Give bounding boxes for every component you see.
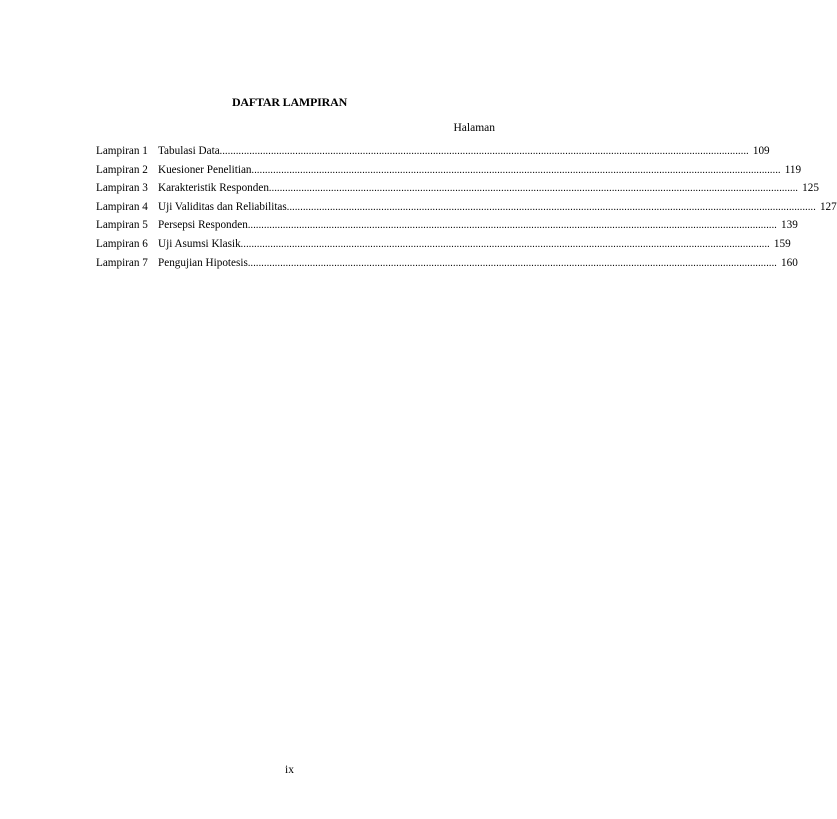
toc-entry-label: Lampiran 1 — [96, 145, 148, 157]
table-of-contents — [96, 145, 837, 275]
toc-entry-page: 109 — [752, 145, 770, 157]
toc-entry-title: Karakteristik Responden — [158, 182, 269, 195]
toc-entry-title: Pengujian Hipotesis — [158, 256, 248, 269]
page-number: ix — [285, 764, 294, 776]
toc-leader-dots: .................................................................................................................................................................................................... — [251, 164, 781, 176]
toc-entry-page: 125 — [802, 182, 819, 195]
toc-row — [96, 219, 798, 238]
page-title: DAFTAR LAMPIRAN — [231, 95, 348, 109]
toc-leader-dots: .................................................................................................................................................................................................... — [286, 201, 816, 213]
toc-entry-title: Uji Validitas dan Reliabilitas — [158, 200, 287, 213]
toc-entry-page: 127 — [819, 200, 837, 213]
toc-leader-dots: .................................................................................................................................................................................................... — [268, 183, 799, 195]
toc-entry-label: Lampiran 2 — [96, 163, 148, 176]
toc-row — [96, 163, 802, 183]
toc-entry-title: Persepsi Responden — [158, 219, 248, 232]
toc-row — [96, 182, 819, 201]
toc-leader-dots: .................................................................................................................................................................................................... — [219, 146, 749, 157]
toc-row — [96, 200, 837, 220]
toc-leader-dots: .................................................................................................................................................................................................... — [240, 238, 770, 250]
toc-leader-dots: .................................................................................................................................................................................................... — [247, 257, 778, 269]
toc-row — [96, 237, 791, 257]
toc-entry-title: Uji Asumsi Klasik — [158, 237, 241, 250]
toc-entry-label: Lampiran 4 — [96, 200, 148, 213]
toc-leader-dots: .................................................................................................................................................................................................... — [247, 220, 778, 232]
toc-entry-page: 139 — [781, 219, 798, 232]
toc-entry-label: Lampiran 5 — [96, 219, 148, 232]
toc-entry-title: Kuesioner Penelitian — [158, 163, 252, 176]
toc-entry-title: Tabulasi Data — [158, 145, 220, 157]
toc-row — [96, 256, 798, 276]
toc-entry-label: Lampiran 3 — [96, 182, 148, 195]
toc-entry-page: 160 — [781, 256, 798, 269]
toc-row — [96, 145, 770, 164]
toc-entry-label: Lampiran 6 — [96, 237, 148, 250]
toc-entry-page: 119 — [784, 163, 802, 176]
toc-entry-page: 159 — [773, 237, 791, 250]
page-column-header: Halaman — [453, 122, 495, 134]
toc-entry-label: Lampiran 7 — [96, 256, 148, 269]
